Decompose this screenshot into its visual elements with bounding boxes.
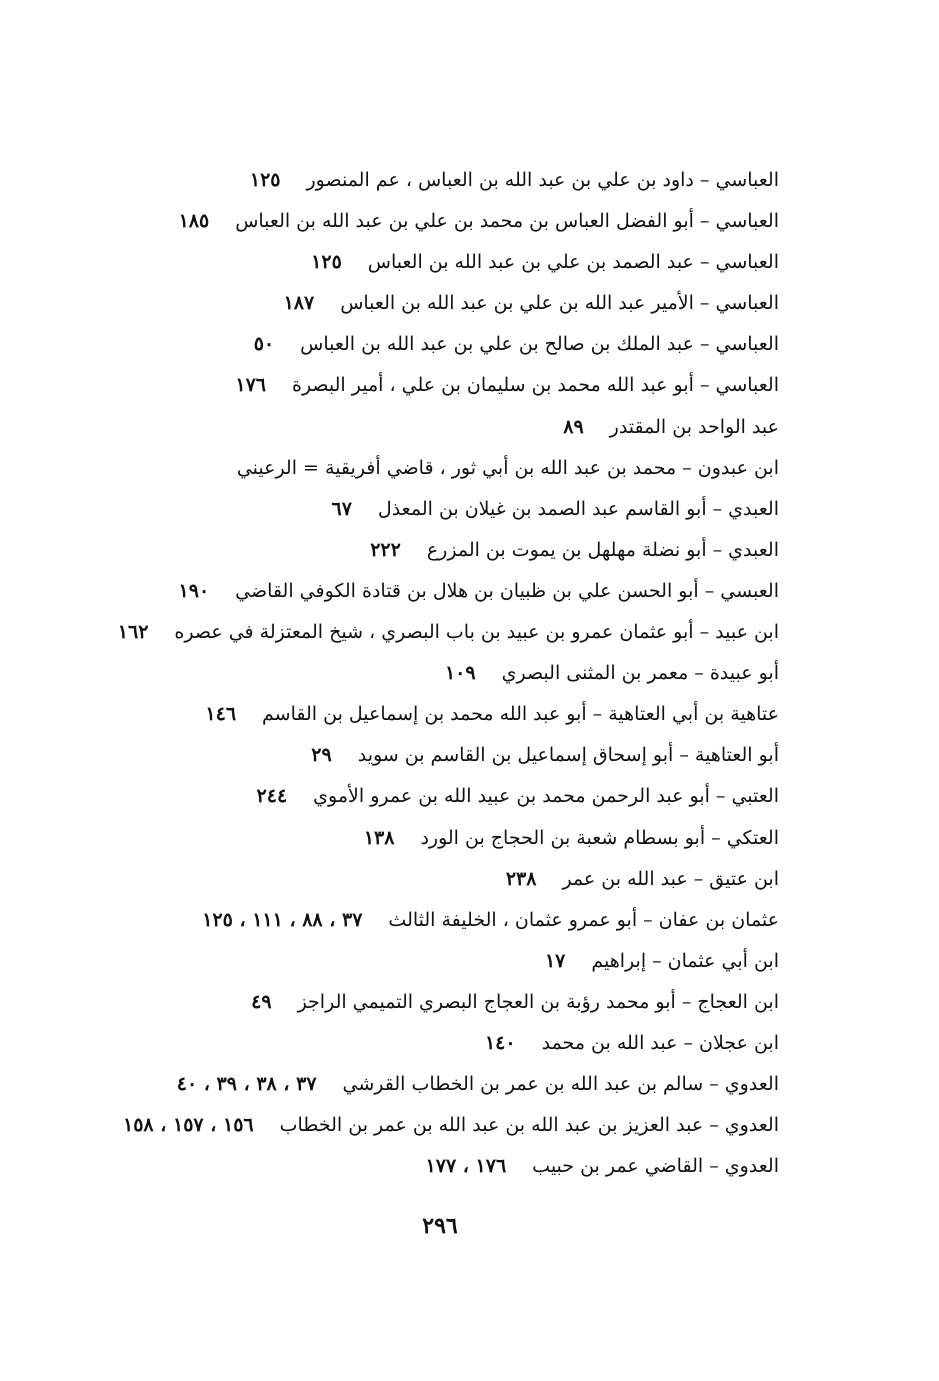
index-entry [119, 324, 779, 365]
entry-page-refs: ١٤٠ [484, 1031, 516, 1054]
entry-name: العتبي – أبو عبد الرحمن محمد بن عبيد الله بن عمرو الأموي [313, 785, 779, 808]
index-entry [119, 1023, 779, 1064]
entry-page-refs: ١٢٥ [249, 169, 281, 191]
entry-name: العباسي – أبو الفضل العباس بن محمد بن علي بن عبد الله بن العباس [235, 210, 779, 233]
index-entry [119, 489, 779, 530]
entry-page-refs: ١٢٥ [311, 251, 342, 274]
entry-page-refs: ١٧٦ ، ١٧٧ [425, 1155, 507, 1178]
entry-page-refs: ٣٧ ، ٣٨ ، ٣٩ ، ٤٠ [176, 1073, 317, 1096]
entry-page-refs: ٢٩ [311, 744, 332, 767]
index-entry [119, 242, 779, 283]
entry-page-refs: ٢٣٨ [505, 867, 537, 890]
index-entry [119, 407, 779, 448]
entry-page-refs: ١٨٧ [283, 292, 315, 315]
entry-name: العبسي – أبو الحسن علي بن ظبيان بن هلال بن قتادة الكوفي القاضي [235, 579, 779, 602]
page-number: ٢٩٦ [422, 1213, 458, 1239]
entry-page-refs: ١٥٦ ، ١٥٧ ، ١٥٨ [122, 1114, 254, 1137]
entry-page-refs: ٥٠ [253, 333, 275, 356]
entry-name: ابن عتيق – عبد الله بن عمر [562, 867, 779, 890]
index-entry [119, 653, 779, 694]
index-entry [119, 941, 779, 982]
entry-name: العباسي – داود بن علي بن عبد الله بن العباس ، عم المنصور [306, 169, 779, 191]
index-entry [119, 283, 779, 324]
index-entry [119, 735, 779, 776]
entry-name: العباسي – عبد الصمد بن علي بن عبد الله بن العباس [367, 251, 779, 274]
entry-page-refs: ٤٩ [251, 990, 272, 1013]
entry-name: العتكي – أبو بسطام شعبة بن الحجاج بن الورد [420, 826, 779, 849]
entry-page-refs: ٢٢٢ [370, 538, 401, 561]
entry-page-refs: ١٧ [544, 949, 566, 972]
index-entry [119, 982, 779, 1023]
index-entry [119, 694, 779, 735]
index-entry [119, 1146, 779, 1187]
entry-name: العدوي – سالم بن عبد الله بن عمر بن الخطاب القرشي [342, 1073, 779, 1096]
entry-name: أبو عبيدة – معمر بن المثنى البصري [501, 662, 779, 685]
entry-name: عبد الواحد بن المقتدر [609, 415, 779, 438]
entry-name: ابن عجلان – عبد الله بن محمد [541, 1031, 779, 1054]
index-entry [119, 160, 779, 201]
entry-page-refs: ١٧٦ [235, 374, 266, 397]
entry-page-refs: ٨٩ [563, 415, 584, 438]
entry-name: ابن العجاج – أبو محمد رؤبة بن العجاج البصري التميمي الراجز [297, 990, 779, 1013]
index-entry [119, 365, 779, 406]
name-index-list [119, 160, 779, 1187]
index-entry [119, 1105, 779, 1146]
entry-name: ابن عبيد – أبو عثمان عمرو بن عبيد بن باب البصري ، شيخ المعتزلة في عصره [174, 621, 779, 644]
entry-page-refs: ١٠٩ [444, 662, 476, 685]
entry-page-refs: ١٨٥ [178, 210, 210, 233]
entry-page-refs: ٦٧ [331, 497, 352, 520]
entry-name: العبدي – أبو القاسم عبد الصمد بن غيلان بن المعذل [377, 497, 779, 520]
entry-page-refs: ١٤٦ [205, 703, 237, 726]
index-entry [119, 571, 779, 612]
index-entry [119, 201, 779, 242]
index-entry [119, 900, 779, 941]
entry-page-refs: ٢٤٤ [256, 785, 288, 808]
entry-name: العبدي – أبو نضلة مهلهل بن يموت بن المزرع [426, 538, 779, 561]
index-entry [119, 530, 779, 571]
index-entry [119, 448, 779, 489]
entry-page-refs: ١٩٠ [178, 579, 210, 602]
entry-name: عثمان بن عفان – أبو عمرو عثمان ، الخليفة الثالث [388, 908, 779, 931]
entry-page-refs: ١٦٢ [117, 621, 149, 644]
entry-name: العباسي – الأمير عبد الله بن علي بن عبد الله بن العباس [340, 292, 779, 315]
entry-page-refs: ٣٧ ، ٨٨ ، ١١١ ، ١٢٥ [202, 908, 363, 931]
entry-name: العباسي – أبو عبد الله محمد بن سليمان بن علي ، أمير البصرة [291, 374, 779, 397]
entry-name: عتاهية بن أبي العتاهية – أبو عبد الله محمد بن إسماعيل بن القاسم [262, 703, 779, 726]
index-entry [119, 1064, 779, 1105]
entry-name: العدوي – القاضي عمر بن حبيب [532, 1155, 779, 1178]
entry-name: أبو العتاهية – أبو إسحاق إسماعيل بن القاسم بن سويد [357, 744, 779, 767]
entry-name: العباسي – عبد الملك بن صالح بن علي بن عبد الله بن العباس [300, 333, 779, 356]
index-entry [119, 776, 779, 817]
index-entry [119, 612, 779, 653]
index-entry [119, 859, 779, 900]
entry-name: العدوي – عبد العزيز بن عبد الله بن عبد الله بن عمر بن الخطاب [279, 1114, 779, 1137]
entry-page-refs: ١٣٨ [363, 826, 395, 849]
entry-name: ابن عبدون – محمد بن عبد الله بن أبي ثور ، قاضي أفريقية = الرعيني [236, 456, 779, 479]
index-entry [119, 818, 779, 859]
entry-name: ابن أبي عثمان – إبراهيم [591, 949, 779, 972]
